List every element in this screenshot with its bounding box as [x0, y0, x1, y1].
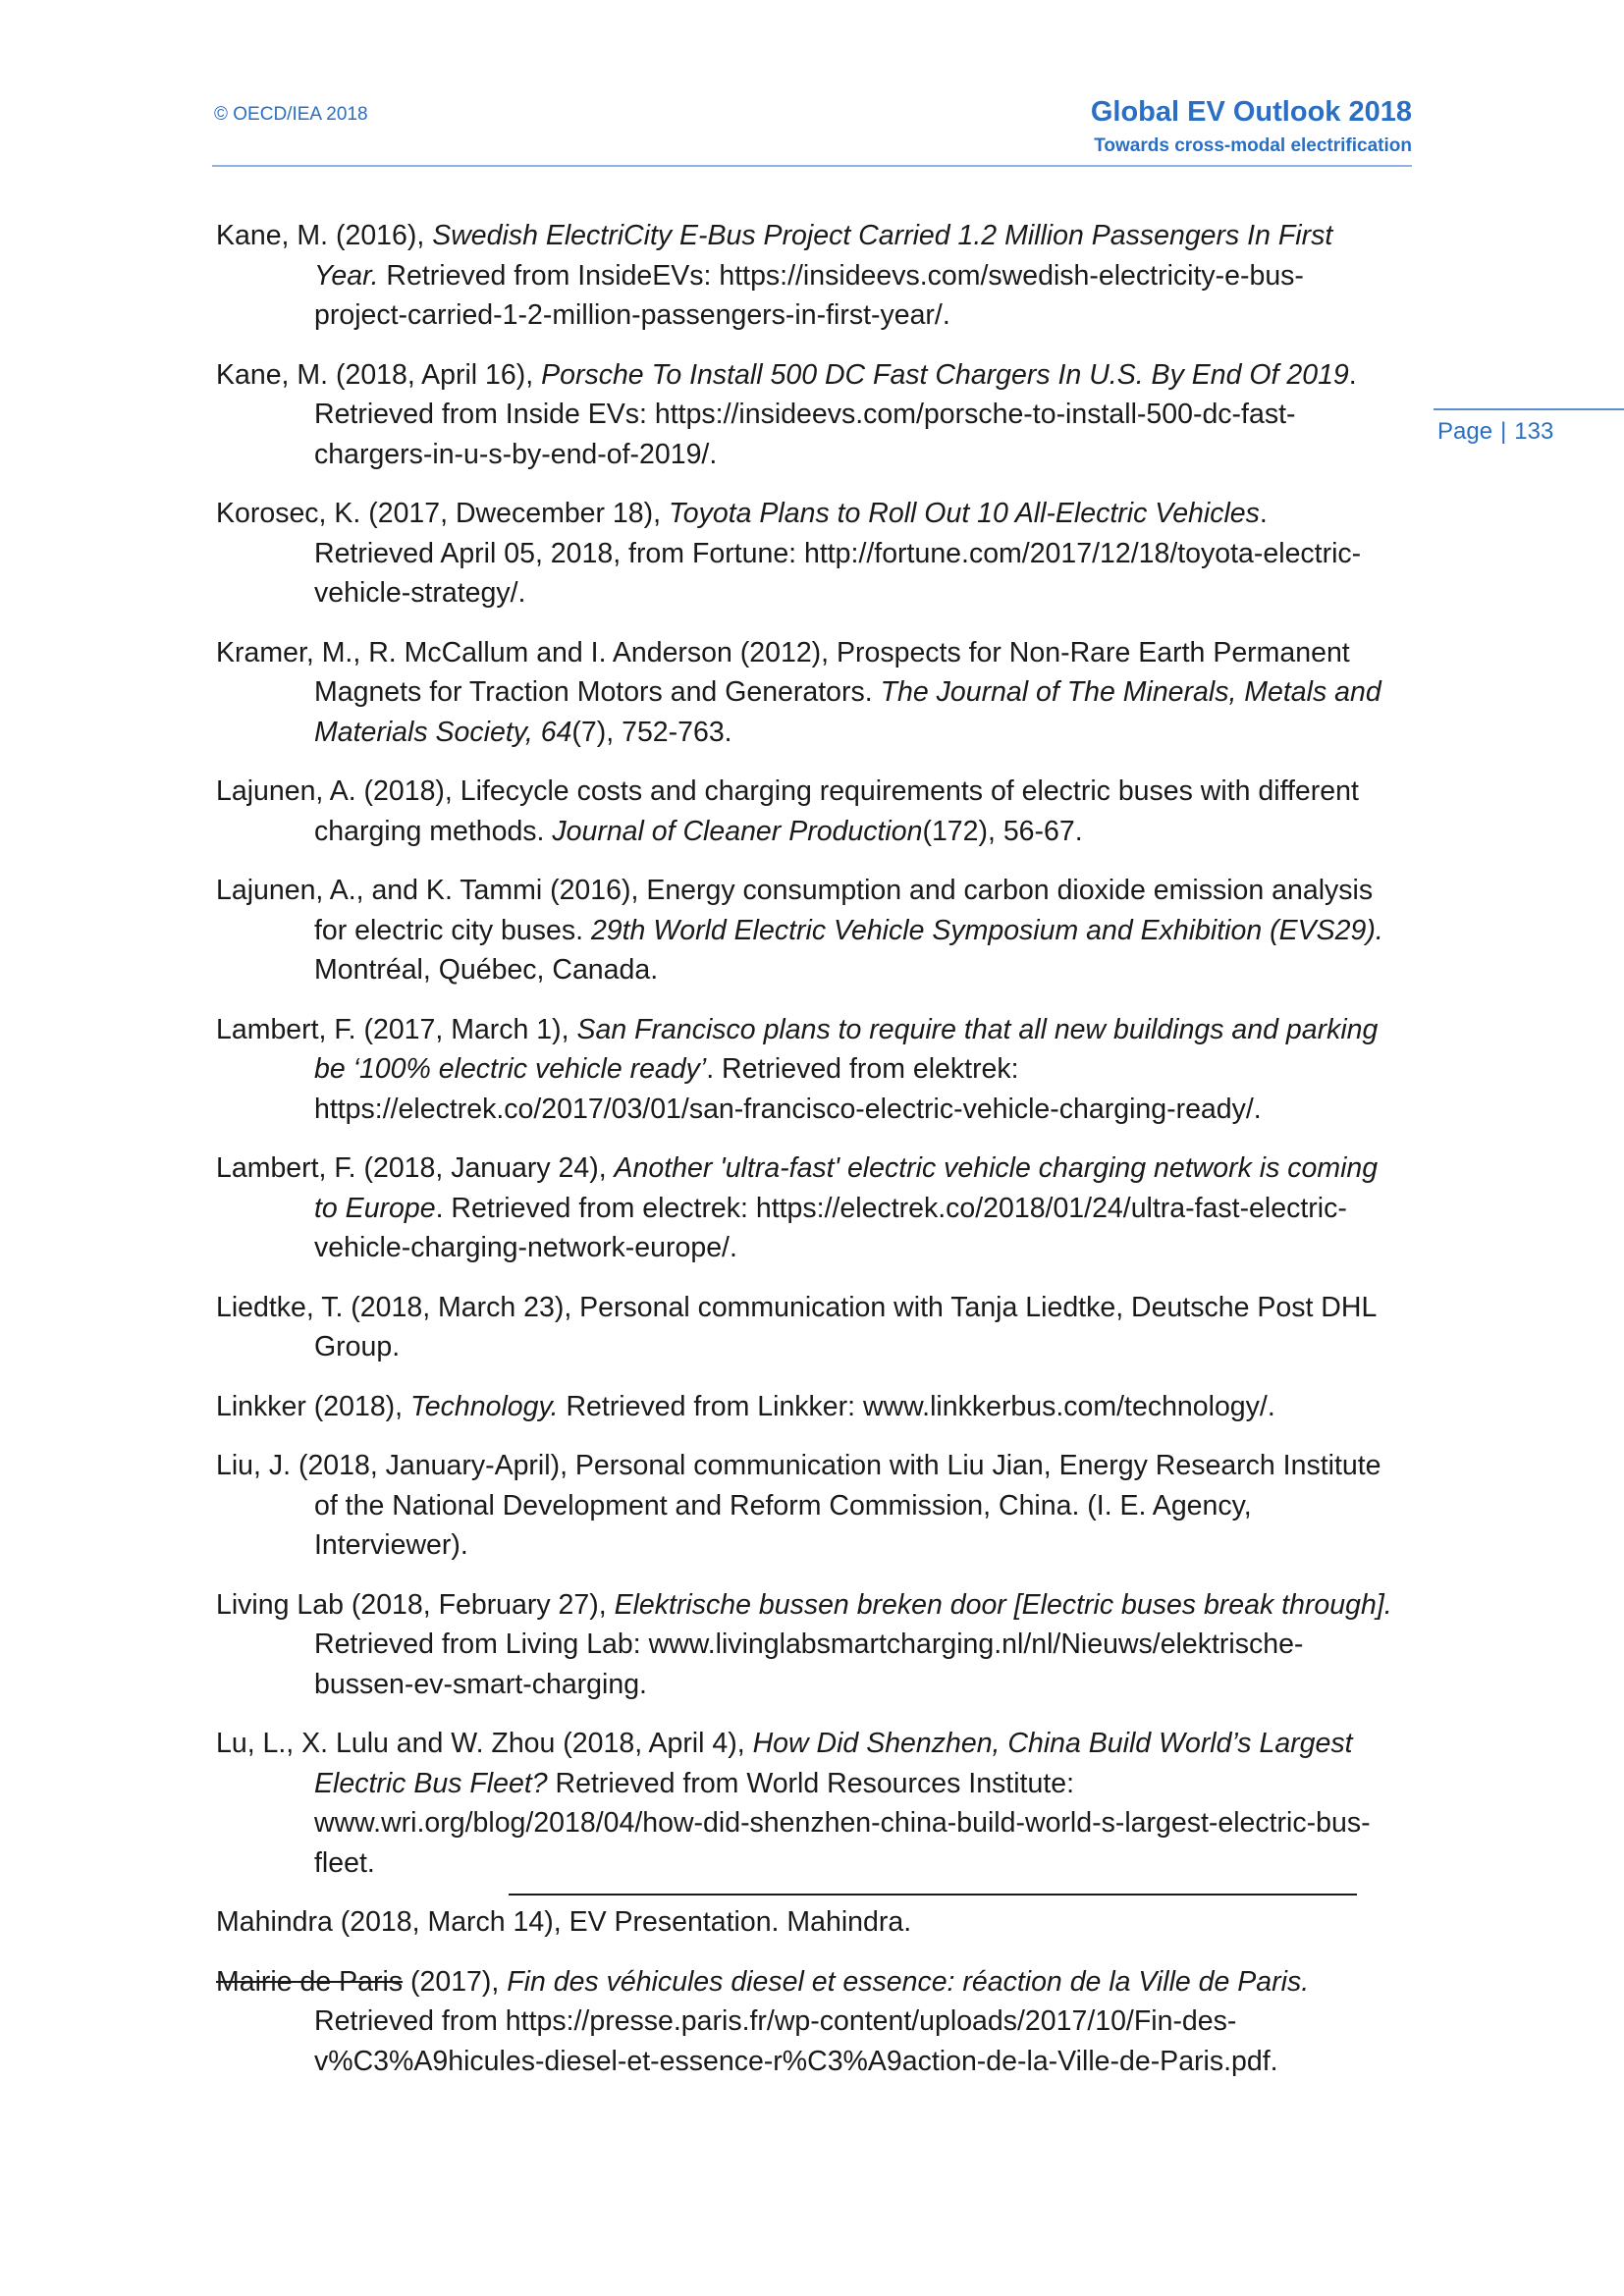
reference-entry: Lajunen, A. (2018), Lifecycle costs and charging requirements of electric buses with different charging methods. Journal of Cleaner Production(172), 56-67. — [216, 775, 1359, 847]
page-number — [1437, 418, 1553, 446]
reference-entry: Linkker (2018), Technology. Retrieved from Linkker: www.linkkerbus.com/technology/. — [216, 1390, 1275, 1422]
reference-entry: Korosec, K. (2017, Dwecember 18), Toyota Plans to Roll Out 10 All-Electric Vehicles. Retrieved April 05, 2018, from Fortune: http://fortune.com/2017/12/18/toyota-electric-vehicle-strategy/. — [216, 498, 1362, 609]
reference-entry: Mairie de Paris (2017), Fin des véhicules diesel et essence: réaction de la Ville de Paris. Retrieved from https://presse.paris.fr/wp-content/uploads/2017/10/Fin-des-v%C3%A9hicules-diesel-et-essence-r%C3%A9action-de-la-Ville-de-Paris.pdf. — [216, 1965, 1310, 2077]
document-subtitle: Towards cross-modal electrification — [1094, 135, 1412, 156]
page-separator: | — [1500, 418, 1507, 445]
reference-entry: Kane, M. (2018, April 16), Porsche To Install 500 DC Fast Chargers In U.S. By End Of 2019. Retrieved from Inside EVs: https://insideevs.com/porsche-to-install-500-dc-fast-chargers-in-u-s-by-end-of-2019/. — [216, 358, 1357, 470]
annotation-line — [509, 1894, 1357, 1896]
reference-entry: Lu, L., X. Lulu and W. Zhou (2018, April 4), How Did Shenzhen, China Build World’s Largest Electric Bus Fleet? Retrieved from World Resources Institute: www.wri.org/blog/2018/04/how-did-shenzhen-china-build-world-s-largest-electric-bus-fleet. — [216, 1728, 1371, 1879]
reference-entry: Kane, M. (2016), Swedish ElectriCity E-Bus Project Carried 1.2 Million Passengers In First Year. Retrieved from InsideEVs: https://insideevs.com/swedish-electricity-e-bus-project-carried-1-2-million-passengers-in-first-year/. — [216, 220, 1333, 331]
reference-entry: Kramer, M., R. McCallum and I. Anderson (2012), Prospects for Non-Rare Earth Permanent Magnets for Traction Motors and Generators. The Journal of The Minerals, Metals and Materials Society, 64(7), 752-763. — [216, 636, 1381, 748]
page-label: Page — [1437, 418, 1493, 445]
page-number-value: 133 — [1514, 418, 1554, 445]
reference-entry: Lambert, F. (2017, March 1), San Francisco plans to require that all new buildings and parking be ‘100% electric vehicle ready’. Retrieved from elektrek: https://electrek.co/2017/03/01/san-francisco-electric-vehicle-charging-ready/. — [216, 1013, 1379, 1125]
reference-entry: Lambert, F. (2018, January 24), Another 'ultra-fast' electric vehicle charging network is coming to Europe. Retrieved from electrek: https://electrek.co/2018/01/24/ultra-fast-electric-vehicle-charging-network-europe/. — [216, 1152, 1379, 1263]
reference-entry: Liedtke, T. (2018, March 23), Personal communication with Tanja Liedtke, Deutsche Post DHL Group. — [216, 1291, 1377, 1362]
copyright-notice: © OECD/IEA 2018 — [214, 104, 368, 125]
reference-entry: Lajunen, A., and K. Tammi (2016), Energy consumption and carbon dioxide emission analysis for electric city buses. 29th World Electric Vehicle Symposium and Exhibition (EVS29). Montréal, Québec, Canada. — [216, 875, 1383, 986]
reference-entry: Living Lab (2018, February 27), Elektrische bussen breken door [Electric buses break through]. Retrieved from Living Lab: www.livinglabsmartcharging.nl/nl/Nieuws/elektrische-bussen-ev-smart-charging. — [216, 1588, 1392, 1700]
reference-entry: Liu, J. (2018, January-April), Personal communication with Liu Jian, Energy Research Institute of the National Development and Reform Commission, China. (I. E. Agency, Interviewer). — [216, 1450, 1381, 1561]
reference-entry: Mahindra (2018, March 14), EV Presentation. Mahindra. — [216, 1906, 912, 1938]
page-number-rule — [1434, 408, 1624, 410]
reference-list — [216, 216, 1394, 2101]
header-divider — [212, 165, 1412, 167]
document-title: Global EV Outlook 2018 — [1090, 96, 1412, 128]
struck-author: Mairie de Paris — [216, 1965, 404, 1998]
